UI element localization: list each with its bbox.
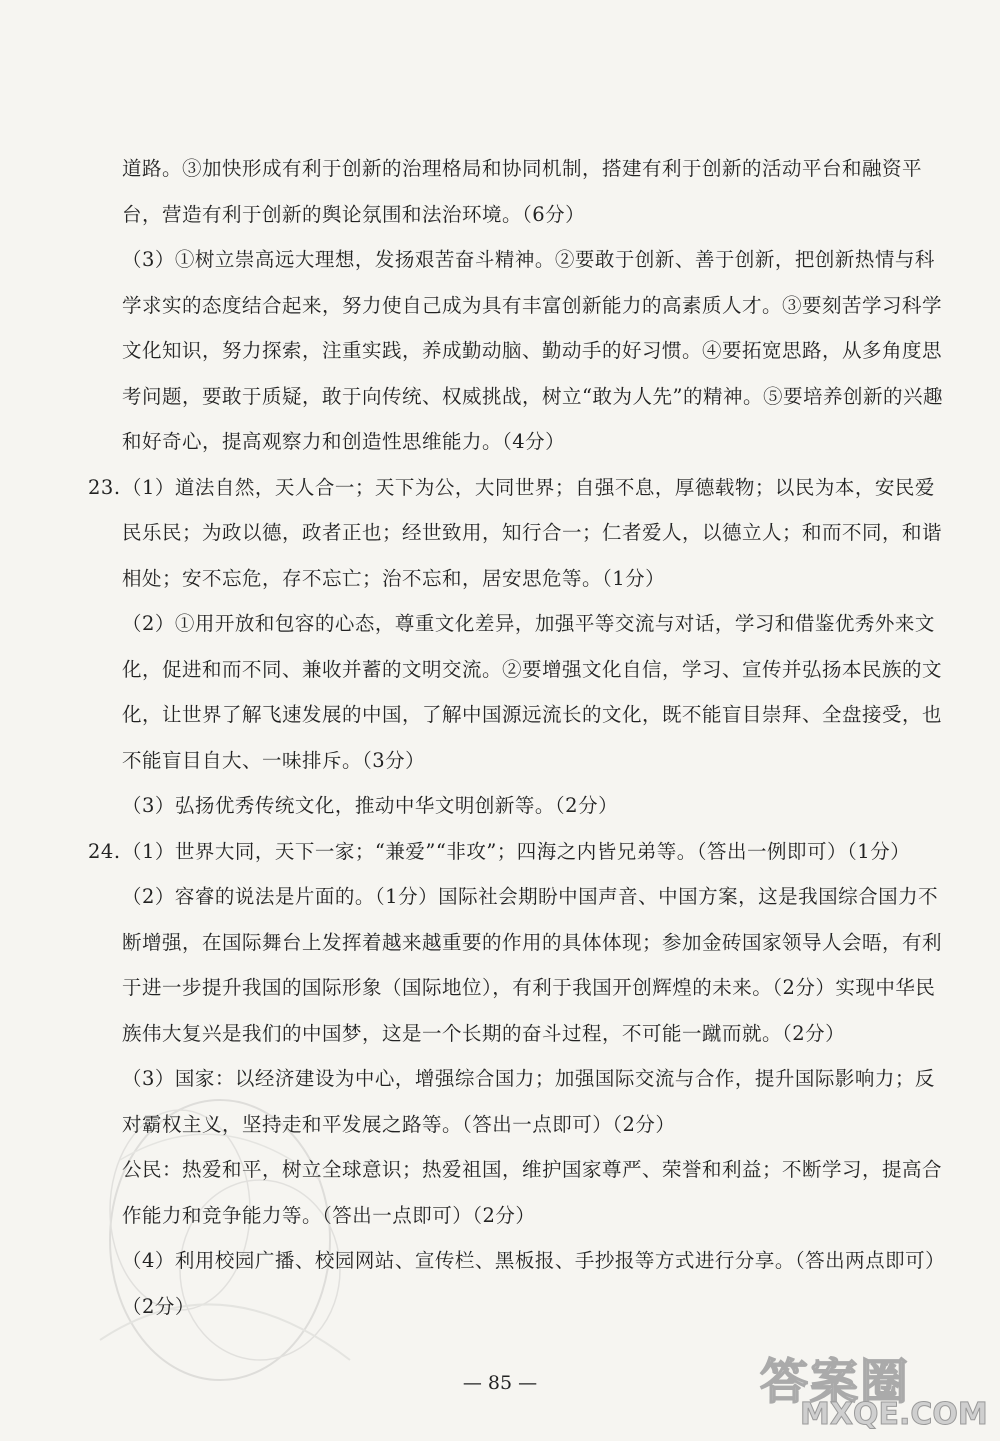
q24-part3-country: （3）国家：以经济建设为中心，增强综合国力；加强国际交流与合作，提升国际影响力；反对霸权主义，坚持走和平发展之路等。（答出一点即可）（2分）: [122, 1067, 935, 1136]
watermark-line1: 答案圈: [760, 1354, 911, 1410]
q23-part1: （1）道法自然，天人合一；天下为公，大同世界；自强不息，厚德载物；以民为本，安民爱民乐民；为政以德，政者正也；经世致用，知行合一；仁者爱人，以德立人；和而不同，和谐相处；安不忘危，存不忘亡；治不忘和，居安思危等。（1分）: [122, 475, 943, 590]
paragraph-q22-part3: （3）①树立崇高远大理想，发扬艰苦奋斗精神。②要敢于创新、善于创新，把创新热情与科学求实的态度结合起来，努力使自己成为具有丰富创新能力的高素质人才。③要刻苦学习科学文化知识，努力探索，注重实践，养成勤动脑、勤动手的好习惯。④要拓宽思路，从多角度思考问题，要敢于质疑，敢于向传统、权威挑战，树立“敢为人先”的精神。⑤要培养创新的兴趣和好奇心，提高观察力和创造性思维能力。（4分）: [122, 248, 943, 453]
page-number: — 85 —: [462, 1372, 538, 1394]
question-number-24: 24.: [88, 839, 121, 863]
question-23: [88, 465, 954, 602]
watermark-line2: MXQE.COM: [800, 1397, 988, 1432]
answer-text-block: [88, 146, 954, 1329]
site-watermark-logo: [760, 1343, 990, 1433]
q24-part3-citizen: 公民：热爱和平，树立全球意识；热爱祖国，维护国家尊严、荣誉和利益；不断学习，提高合作能力和竞争能力等。（答出一点即可）（2分）: [122, 1158, 943, 1227]
q23-part2: （2）①用开放和包容的心态，尊重文化差异，加强平等交流与对话，学习和借鉴优秀外来文化，促进和而不同、兼收并蓄的文明交流。②要增强文化自信，学习、宣传并弘扬本民族的文化，让世界了解飞速发展的中国，了解中国源远流长的文化，既不能盲目崇拜、全盘接受，也不能盲目自大、一味排斥。（3分）: [122, 612, 943, 772]
q23-part3: （3）弘扬优秀传统文化，推动中华文明创新等。（2分）: [122, 794, 619, 817]
question-number-23: 23.: [88, 475, 121, 499]
q24-part1: （1）世界大同，天下一家；“兼爱”“非攻”；四海之内皆兄弟等。（答出一例即可）（1分）: [122, 839, 911, 863]
question-24: [88, 829, 954, 875]
q24-part2: （2）容睿的说法是片面的。（1分）国际社会期盼中国声音、中国方案，这是我国综合国力不断增强，在国际舞台上发挥着越来越重要的作用的具体体现；参加金砖国家领导人会晤，有利于进一步提升我国的国际形象（国际地位），有利于我国开创辉煌的未来。（2分）实现中华民族伟大复兴是我们的中国梦，这是一个长期的奋斗过程，不可能一蹴而就。（2分）: [122, 885, 943, 1045]
paragraph-innovation-cont: 道路。③加快形成有利于创新的治理格局和协同机制，搭建有利于创新的活动平台和融资平台，营造有利于创新的舆论氛围和法治环境。（6分）: [122, 157, 923, 226]
q24-part4: （4）利用校园广播、校园网站、宣传栏、黑板报、手抄报等方式进行分享。（答出两点即可）（2分）: [122, 1249, 946, 1318]
